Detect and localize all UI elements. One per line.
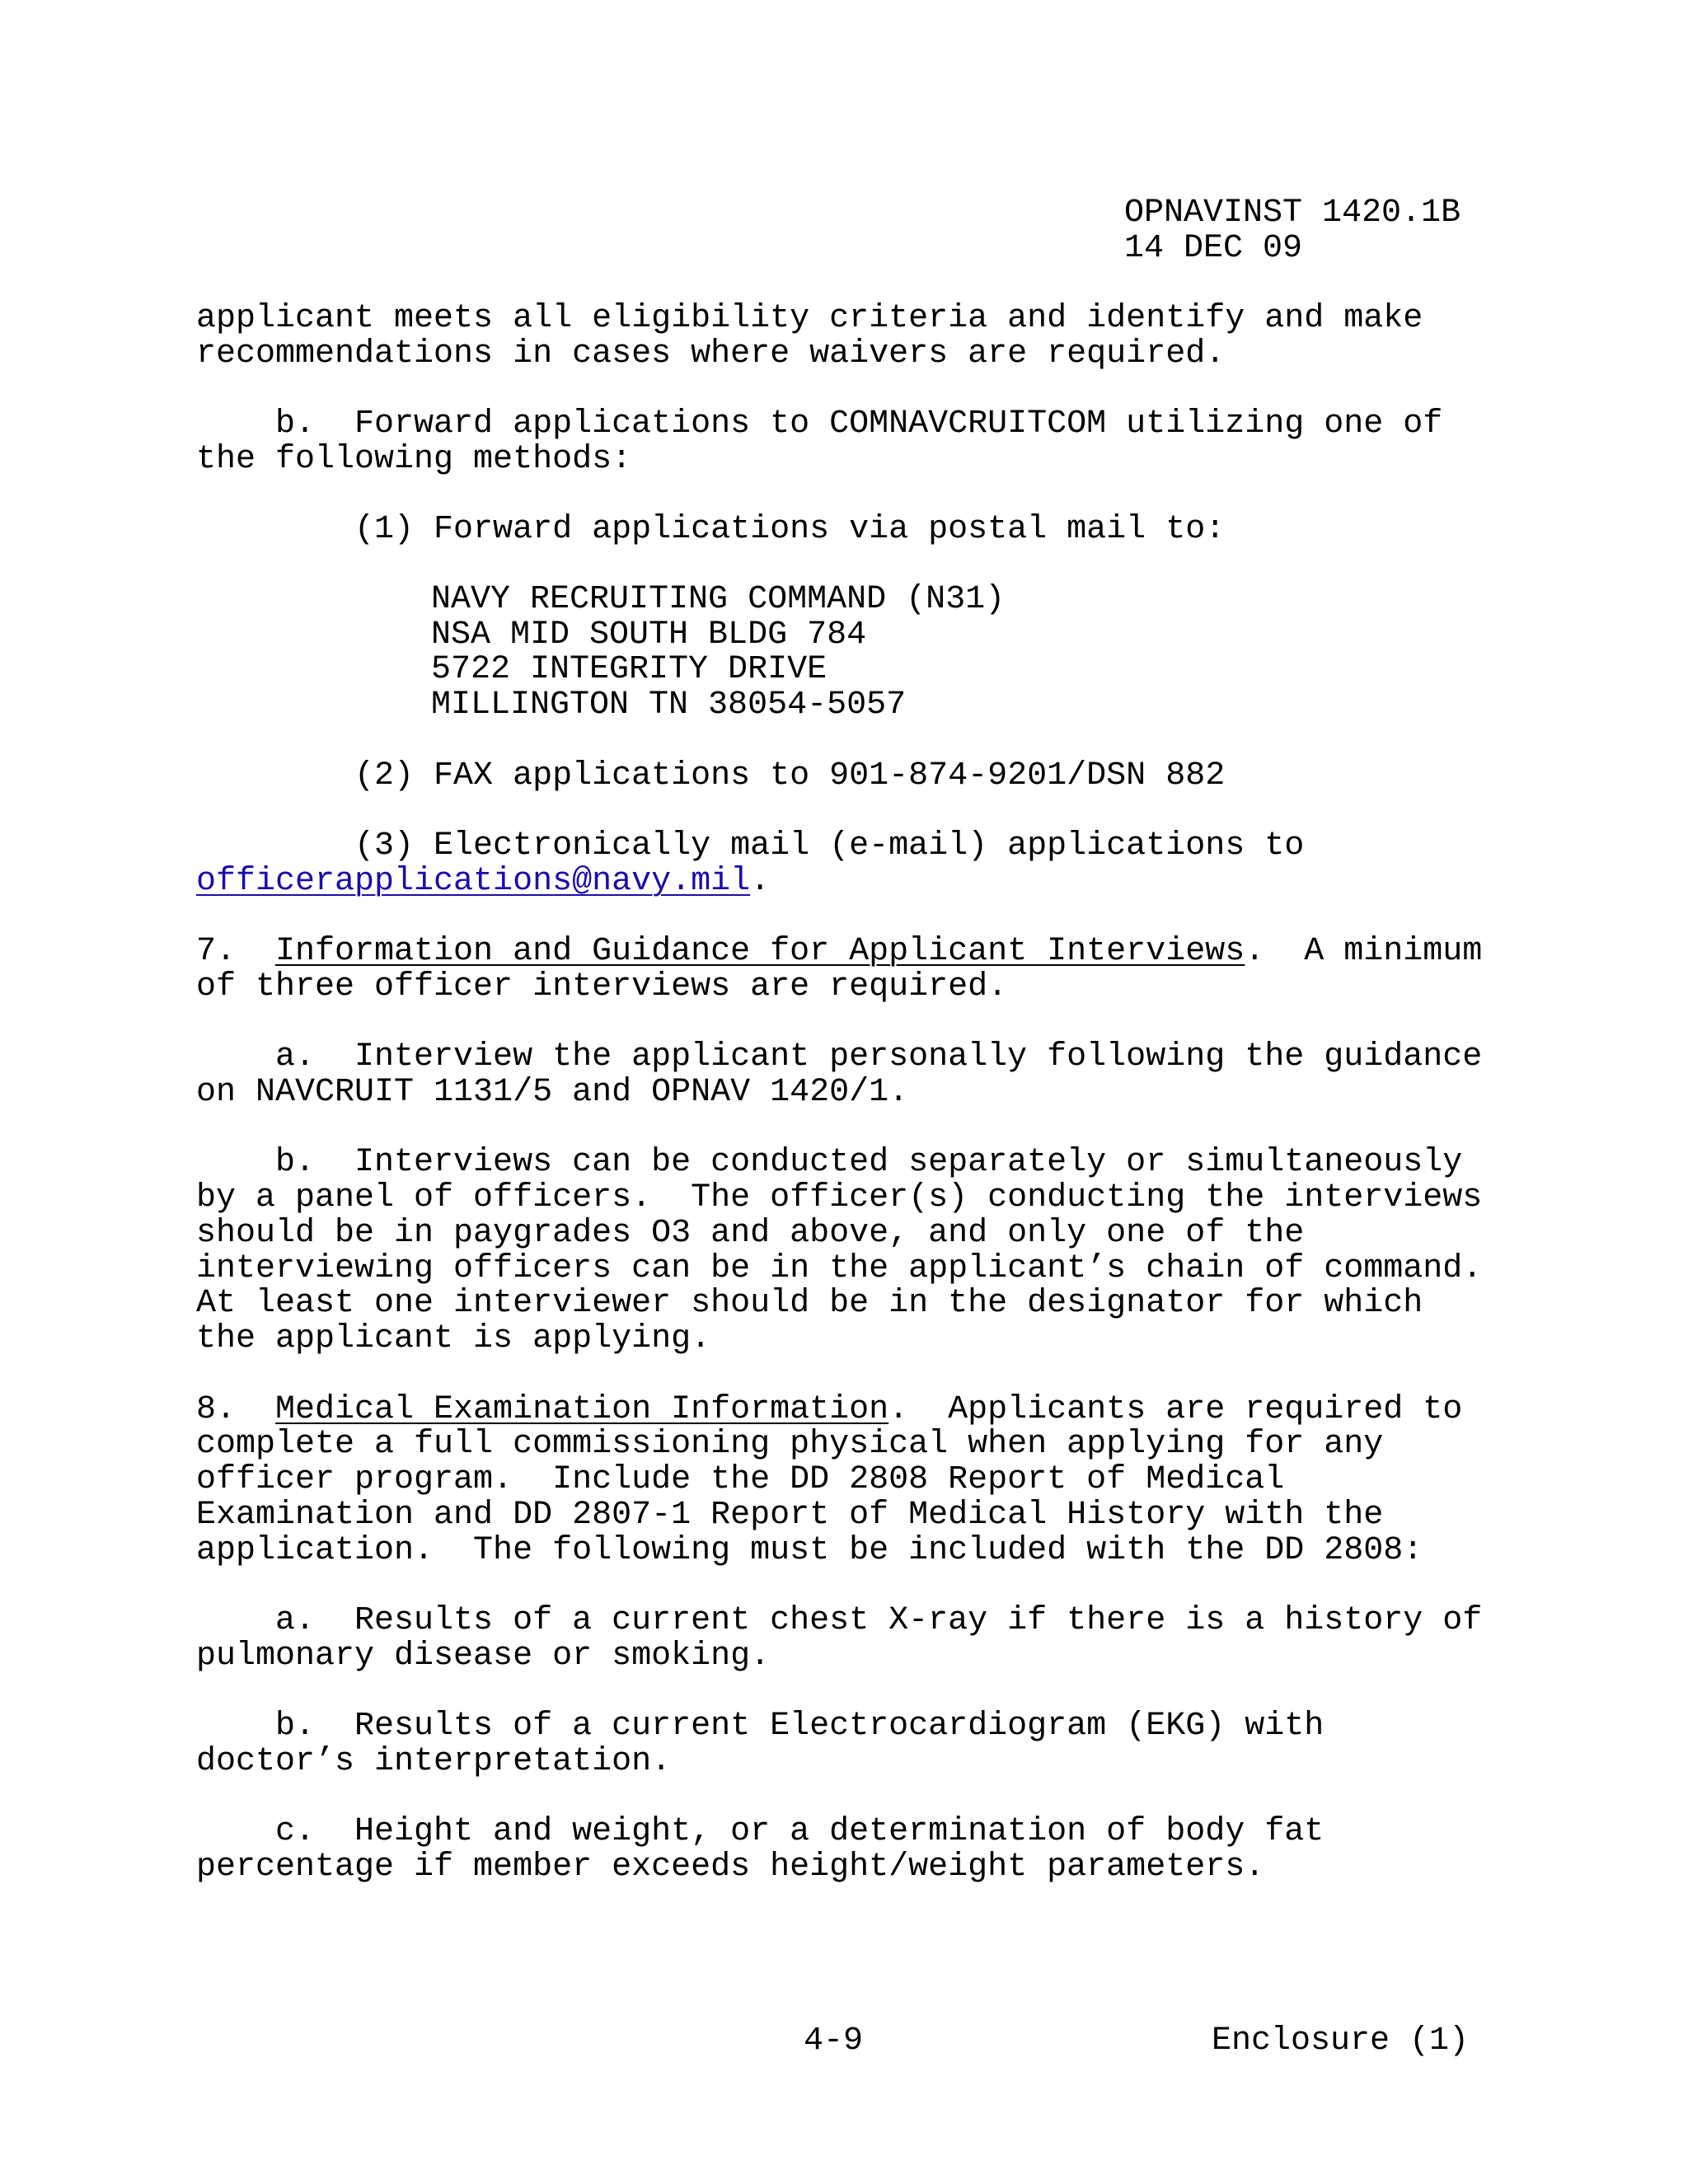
para-7b-line-2: by a panel of officers. The officer(s) conducting the interviews xyxy=(196,1179,1483,1216)
para-8a-line-2: pulmonary disease or smoking. xyxy=(196,1638,771,1675)
section-8-lead-rest: . Applicants are required to xyxy=(889,1391,1463,1428)
address-line: NAVY RECRUITING COMMAND (N31) xyxy=(431,581,1006,618)
para-7b-line-5: At least one interviewer should be in the designator for which xyxy=(196,1285,1423,1322)
section-8-line-5: application. The following must be included with the DD 2808: xyxy=(196,1532,1423,1569)
para-7b-line-6: the applicant is applying. xyxy=(196,1320,711,1357)
method-3-label: (3) Electronically mail (e-mail) applications to xyxy=(196,827,1305,865)
para-7b-line-1: b. Interviews can be conducted separately or simultaneously xyxy=(196,1144,1463,1181)
method-1-label: (1) Forward applications via postal mail to: xyxy=(196,511,1226,548)
para-6a-line-2: recommendations in cases where waivers are required. xyxy=(196,335,1226,373)
page-number: 4-9 xyxy=(804,2022,864,2060)
address-line: 5722 INTEGRITY DRIVE xyxy=(431,651,828,688)
para-8b-line-2: doctor’s interpretation. xyxy=(196,1743,672,1780)
section-8-line-2: complete a full commissioning physical when applying for any xyxy=(196,1426,1384,1463)
enclosure-label: Enclosure (1) xyxy=(1212,2022,1470,2060)
address-line: MILLINGTON TN 38054-5057 xyxy=(431,687,907,724)
section-7-heading xyxy=(196,934,1482,969)
para-8c-line-1: c. Height and weight, or a determination of body fat xyxy=(196,1813,1325,1850)
section-7-number: 7. xyxy=(196,933,276,970)
section-7-lead-rest: . A minimum xyxy=(1245,933,1483,970)
para-8a-line-1: a. Results of a current chest X-ray if there is a history of xyxy=(196,1602,1483,1639)
address-line: NSA MID SOUTH BLDG 784 xyxy=(431,616,867,654)
section-8-line-3: officer program. Include the DD 2808 Report of Medical xyxy=(196,1461,1285,1498)
email-link[interactable]: officerapplications@navy.mil xyxy=(196,863,751,900)
para-6b-line-1: b. Forward applications to COMNAVCRUITCOM utilizing one of xyxy=(196,405,1443,443)
para-6b-line-2: the following methods: xyxy=(196,441,632,478)
section-8-title: Medical Examination Information xyxy=(275,1391,889,1428)
para-6a-line-1: applicant meets all eligibility criteria and identify and make xyxy=(196,300,1423,337)
para-7a-line-1: a. Interview the applicant personally following the guidance xyxy=(196,1038,1483,1076)
section-8-line-4: Examination and DD 2807-1 Report of Medical History with the xyxy=(196,1497,1384,1534)
doc-id: OPNAVINST 1420.1B xyxy=(1124,194,1461,232)
section-8-heading xyxy=(196,1392,1462,1427)
email-suffix: . xyxy=(750,863,771,900)
email-line xyxy=(196,864,770,899)
method-2-label: (2) FAX applications to 901-874-9201/DSN 882 xyxy=(196,757,1226,794)
section-7-title: Information and Guidance for Applicant Interviews xyxy=(275,933,1245,970)
para-7b-line-4: interviewing officers can be in the applicant’s chain of command. xyxy=(196,1250,1483,1287)
para-7a-line-2: on NAVCRUIT 1131/5 and OPNAV 1420/1. xyxy=(196,1074,909,1111)
para-8b-line-1: b. Results of a current Electrocardiogram (EKG) with xyxy=(196,1708,1325,1745)
para-7b-line-3: should be in paygrades O3 and above, and only one of the xyxy=(196,1215,1305,1252)
para-8c-line-2: percentage if member exceeds height/weight parameters. xyxy=(196,1849,1265,1886)
section-7-line-2: of three officer interviews are required. xyxy=(196,968,1008,1005)
section-8-number: 8. xyxy=(196,1391,276,1428)
doc-date: 14 DEC 09 xyxy=(1124,230,1303,267)
